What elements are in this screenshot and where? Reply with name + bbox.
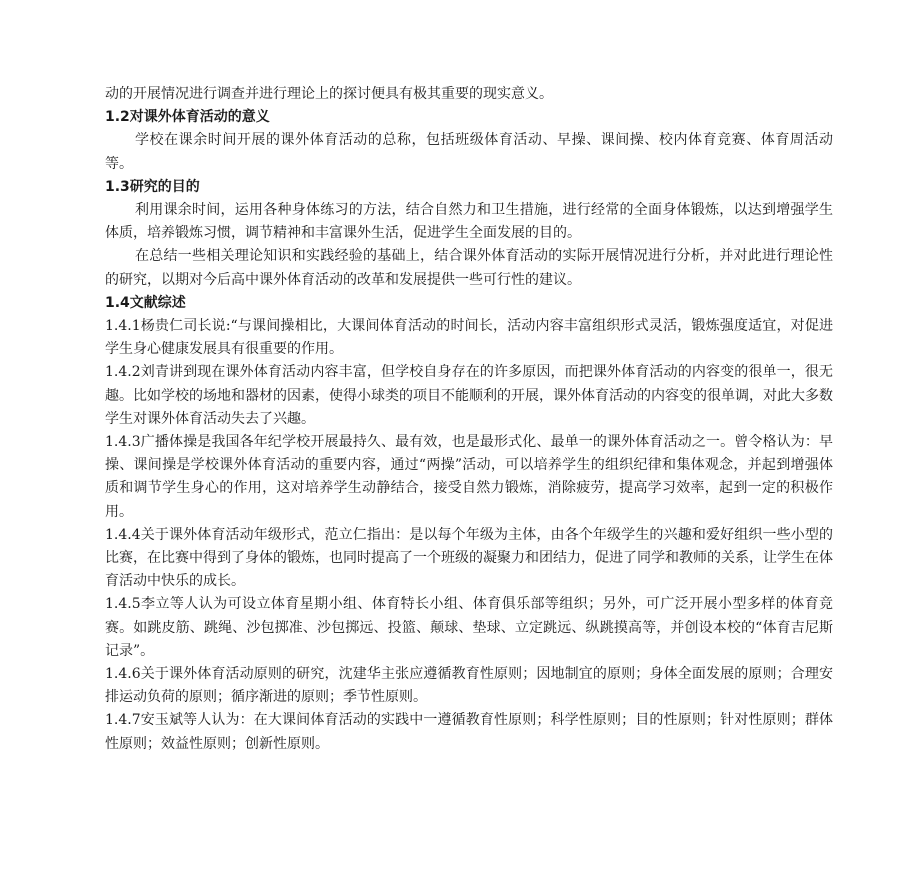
- literature-item-1-4-3: 1.4.3广播体操是我国各年纪学校开展最持久、最有效，也是最形式化、最单一的课外体育活动之一。曾令格认为：早操、课间操是学校课外体育活动的重要内容，通过“两操”活动，可以培养学生的组织纪律和集体观念，并起到增强体质和调节学生身心的作用，这对培养学生动静结合，接受自然力锻炼，消除疲劳，提高学习效率，起到一定的积极作用。: [105, 434, 833, 520]
- intro-line: 动的开展情况进行调查并进行理论上的探讨便具有极其重要的现实意义。: [105, 86, 553, 102]
- paragraph-1-3-1: 利用课余时间，运用各种身体练习的方法，结合自然力和卫生措施，进行经常的全面身体锻炼，以达到增强学生体质，培养锻炼习惯，调节精神和丰富课外生活，促进学生全面发展的目的。: [105, 202, 833, 242]
- section-heading-1-2: 1.2对课外体育活动的意义: [105, 109, 270, 126]
- literature-item-1-4-4: 1.4.4关于课外体育活动年级形式，范立仁指出：是以每个年级为主体，由各个年级学生的兴趣和爱好组织一些小型的比赛，在比赛中得到了身体的锻炼，也同时提高了一个班级的凝聚力和团结力，促进了同学和教师的关系，让学生在体育活动中快乐的成长。: [105, 526, 833, 590]
- paragraph-1-3-2: 在总结一些相关理论知识和实践经验的基础上，结合课外体育活动的实际开展情况进行分析，并对此进行理论性的研究，以期对今后高中课外体育活动的改革和发展提供一些可行性的建议。: [105, 248, 833, 288]
- section-heading-1-4: 1.4文献综述: [105, 294, 186, 311]
- paragraph-1-2-1: 学校在课余时间开展的课外体育活动的总称，包括班级体育活动、早操、课间操、校内体育竞赛、体育周活动等。: [105, 132, 833, 172]
- literature-item-1-4-5: 1.4.5李立等人认为可设立体育星期小组、体育特长小组、体育俱乐部等组织；另外，可广泛开展小型多样的体育竞赛。如跳皮筋、跳绳、沙包掷准、沙包掷远、投篮、颠球、垫球、立定跳远、纵跳摸高等，并创设本校的“体育吉尼斯记录”。: [105, 596, 833, 659]
- document-page: [105, 83, 833, 756]
- literature-item-1-4-6: 1.4.6关于课外体育活动原则的研究，沈建华主张应遵循教育性原则；因地制宜的原则；身体全面发展的原则；合理安排运动负荷的原则；循序渐进的原则；季节性原则。: [105, 666, 833, 706]
- literature-item-1-4-1: 1.4.1杨贵仁司长说:“与课间操相比，大课间体育活动的时间长，活动内容丰富组织形式灵活，锻炼强度适宜，对促进学生身心健康发展具有很重要的作用。: [105, 318, 833, 358]
- literature-item-1-4-7: 1.4.7安玉斌等人认为：在大课间体育活动的实践中一遵循教育性原则；科学性原则；目的性原则；针对性原则；群体性原则；效益性原则；创新性原则。: [105, 712, 833, 752]
- section-heading-1-3: 1.3研究的目的: [105, 178, 200, 195]
- literature-item-1-4-2: 1.4.2刘青讲到现在课外体育活动内容丰富，但学校自身存在的许多原因，而把课外体育活动的内容变的很单一，很无趣。比如学校的场地和器材的因素，使得小球类的项目不能顺利的开展，课外体育活动的内容变的很单调，对此大多数学生对课外体育活动失去了兴趣。: [105, 364, 833, 427]
